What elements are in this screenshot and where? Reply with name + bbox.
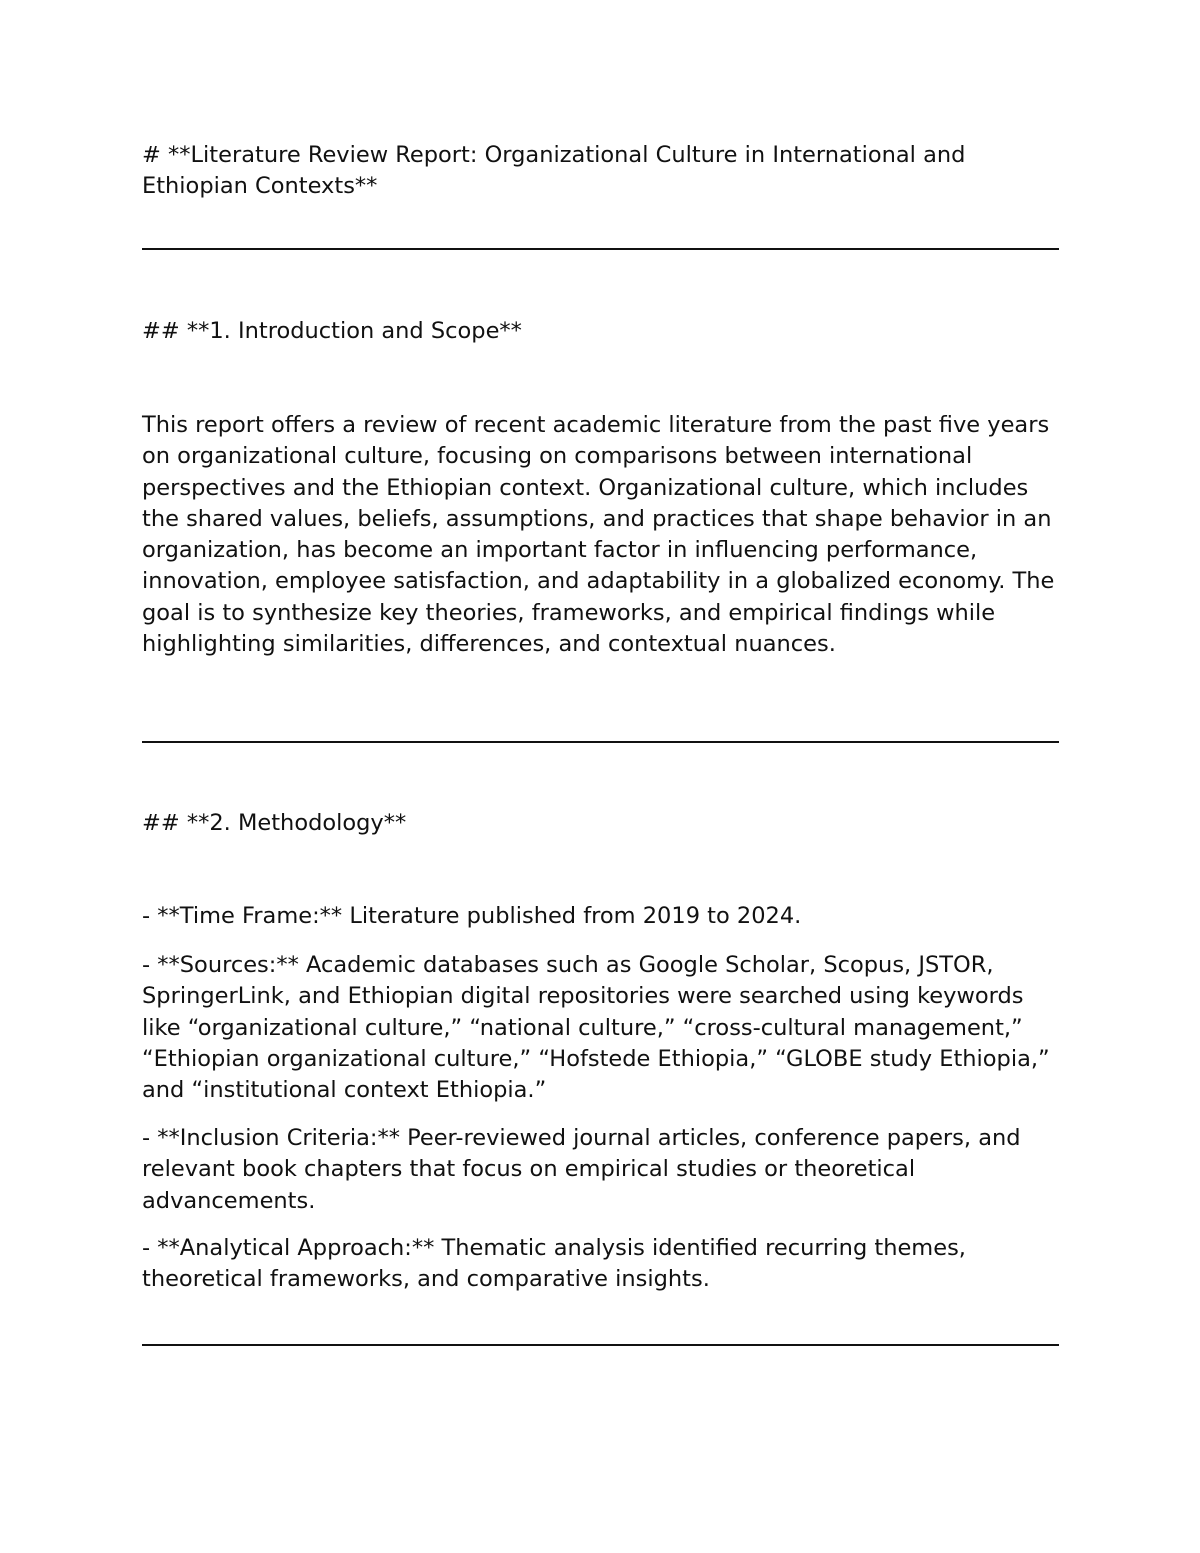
horizontal-rule bbox=[142, 741, 1059, 743]
section-heading-introduction: ## **1. Introduction and Scope** bbox=[142, 318, 522, 344]
methodology-bullet-inclusion-criteria: - **Inclusion Criteria:** Peer-reviewed journal articles, conference papers, and relevant book chapters that focus on empirical studies or theoretical advancements. bbox=[142, 1125, 1021, 1214]
methodology-bullet-sources: - **Sources:** Academic databases such as Google Scholar, Scopus, JSTOR, SpringerLink, and Ethiopian digital repositories were searched using keywords like “organizational culture,” “national culture,” “cross-cultural management,” “Ethiopian organizational culture,” “Hofstede Ethiopia,” “GLOBE study Ethiopia,” and “institutional context Ethiopia.” bbox=[142, 952, 1050, 1104]
horizontal-rule bbox=[142, 248, 1059, 250]
document-title: # **Literature Review Report: Organizational Culture in International and Ethiopian Contexts** bbox=[142, 142, 966, 200]
methodology-bullet-time-frame: - **Time Frame:** Literature published from 2019 to 2024. bbox=[142, 903, 802, 929]
section-heading-methodology: ## **2. Methodology** bbox=[142, 810, 407, 836]
horizontal-rule bbox=[142, 1344, 1059, 1346]
methodology-bullet-analytical-approach: - **Analytical Approach:** Thematic analysis identified recurring themes, theoretical frameworks, and comparative insights. bbox=[142, 1235, 966, 1293]
introduction-paragraph: This report offers a review of recent academic literature from the past five years on organizational culture, focusing on comparisons between international perspectives and the Ethiopian context. Organizational culture, which includes the shared values, beliefs, assumptions, and practices that shape behavior in an organization, has become an important factor in influencing performance, innovation, employee satisfaction, and adaptability in a globalized economy. The goal is to synthesize key theories, frameworks, and empirical findings while highlighting similarities, differences, and contextual nuances. bbox=[142, 412, 1055, 658]
